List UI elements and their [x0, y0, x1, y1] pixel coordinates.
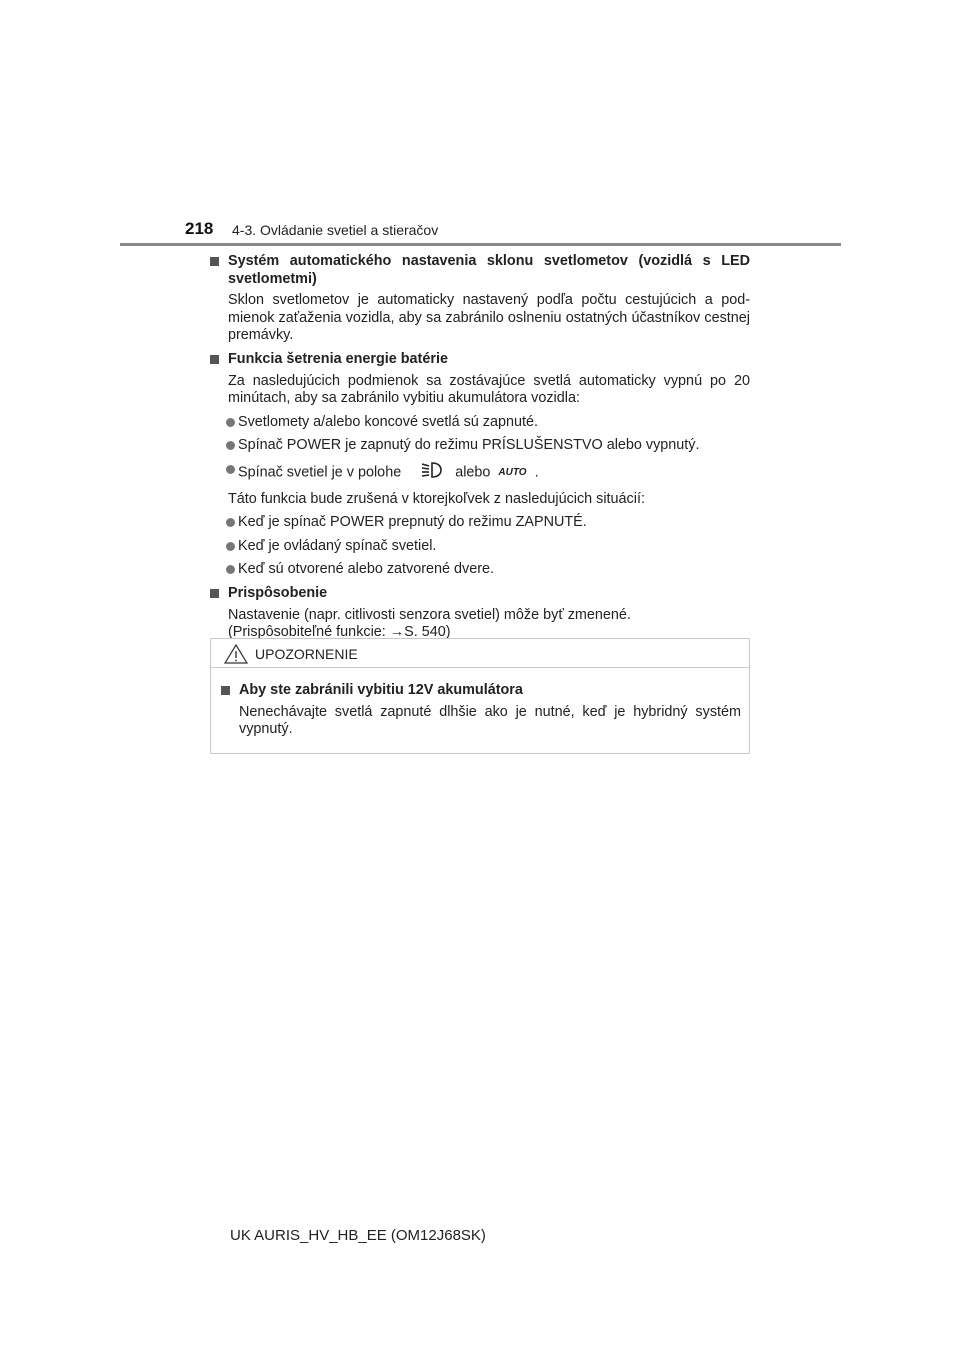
- paragraph-battery: Za nasledujúcich podmienok sa zostávajúce svetlá automaticky vypnú po 20 minútach, aby sa zabránilo vybitiu akumulátora vozidla:: [228, 372, 750, 407]
- auto-icon: AUTO: [498, 466, 527, 478]
- warning-triangle-icon: [224, 644, 248, 669]
- headlight-icon: [419, 461, 443, 485]
- round-bullet-icon: [226, 465, 235, 474]
- list-item-text: Spínač svetiel je v polohe: [238, 464, 402, 481]
- paragraph-custom: Nastavenie (napr. citlivosti senzora svetiel) môže byť zmenené.: [228, 606, 631, 623]
- footer-model: UK AURIS_HV_HB_EE (OM12J68SK): [230, 1227, 486, 1244]
- list-item-text: Svetlomety a/alebo koncové svetlá sú zapnuté.: [238, 413, 538, 430]
- list-item-text: .: [534, 464, 539, 481]
- main-content: [210, 253, 750, 642]
- list-item: [210, 514, 750, 532]
- round-bullet-icon: [226, 518, 235, 527]
- paragraph-warning: Nenechávajte svetlá zapnuté dlhšie ako je nutné, keď je hybridný systém vypnutý.: [239, 703, 741, 738]
- heading-battery: [210, 351, 750, 369]
- heading-leveling-text: Systém automatického nastavenia sklonu svetlometov (vozidlá s LED svetlometmi): [228, 253, 750, 287]
- warning-header: [211, 639, 749, 668]
- list-item-text: Keď je spínač POWER prepnutý do režimu ZAPNUTÉ.: [238, 514, 587, 531]
- warning-title: UPOZORNENIE: [255, 646, 358, 662]
- warning-body: [221, 682, 741, 739]
- square-bullet-icon: [210, 257, 219, 266]
- round-bullet-icon: [226, 542, 235, 551]
- list-item-text: Spínač POWER je zapnutý do režimu PRÍSLUŠENSTVO alebo vypnutý.: [238, 437, 700, 454]
- round-bullet-icon: [226, 418, 235, 427]
- list-item-text: Keď je ovládaný spínač svetiel.: [238, 537, 437, 554]
- square-bullet-icon: [210, 589, 219, 598]
- list-item-text: alebo: [455, 464, 491, 481]
- header-divider: [120, 243, 841, 246]
- heading-warning: [221, 682, 741, 700]
- heading-warning-text: Aby ste zabránili vybitiu 12V akumulátora: [239, 682, 523, 698]
- paragraph-leveling: Sklon svetlometov je automaticky nastavený podľa počtu cestujúcich a pod-mienok zaťaženia vozidla, aby sa zabránilo oslneniu ostatných účastníkov cestnej premávky.: [228, 292, 750, 344]
- list-item-text: Keď sú otvorené alebo zatvorené dvere.: [238, 561, 495, 578]
- page-number: 218: [185, 219, 214, 238]
- list-item: [210, 561, 750, 579]
- round-bullet-icon: [226, 441, 235, 450]
- list-item: [210, 414, 750, 432]
- heading-custom-text: Prispôsobenie: [228, 584, 328, 601]
- list-item: [210, 461, 750, 485]
- heading-leveling: [210, 253, 750, 288]
- square-bullet-icon: [210, 355, 219, 364]
- heading-battery-text: Funkcia šetrenia energie batérie: [228, 350, 448, 367]
- paragraph-custom-ref: (Prispôsobiteľné funkcie: →S. 540): [228, 624, 451, 641]
- warning-box: [210, 638, 750, 754]
- section-title: 4-3. Ovládanie svetiel a stieračov: [232, 222, 439, 238]
- page-header: [0, 0, 960, 250]
- square-bullet-icon: [221, 686, 230, 695]
- paragraph-cancel: Táto funkcia bude zrušená v ktorejkoľvek z nasledujúcich situácií:: [228, 490, 645, 507]
- list-item: [210, 437, 750, 455]
- heading-custom: [210, 585, 750, 603]
- round-bullet-icon: [226, 565, 235, 574]
- list-item: [210, 538, 750, 556]
